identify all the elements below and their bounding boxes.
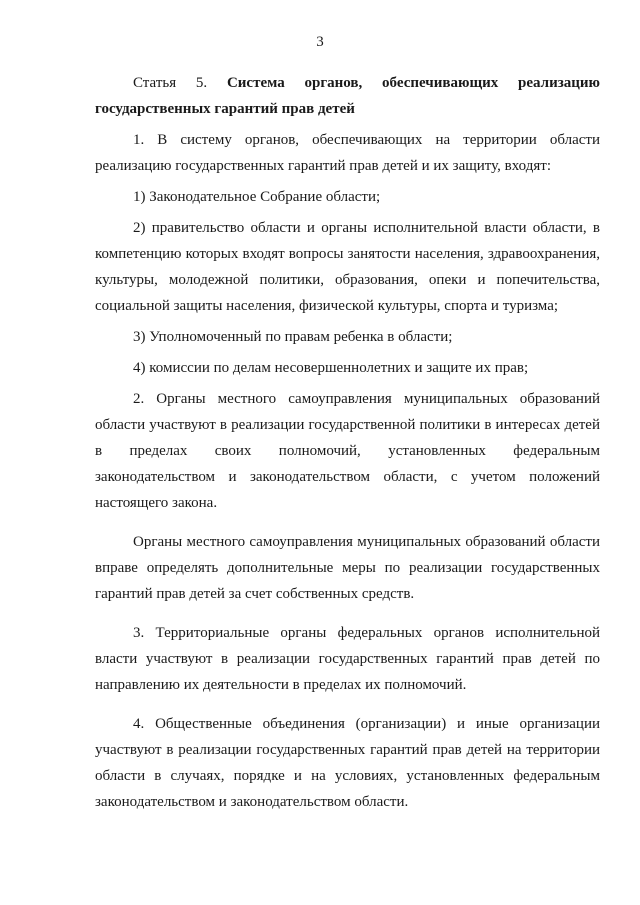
list-item-1: 1) Законодательное Собрание области; xyxy=(133,189,381,205)
paragraph-3: 3. Территориальные органы федеральных органов исполнительной власти участвуют в реализации государственных гарантий прав детей по направлению их деятельности в пределах их полномочий. xyxy=(95,625,600,693)
document-body xyxy=(95,70,600,820)
paragraph-2-continued: Органы местного самоуправления муниципальных образований области вправе определять дополнительные меры по реализации государственных гарантий прав детей за счет собственных средств. xyxy=(95,534,600,602)
list-item-3: 3) Уполномоченный по правам ребенка в области; xyxy=(133,329,453,345)
article-heading xyxy=(95,70,600,122)
article-label: Статья 5. xyxy=(133,75,208,91)
paragraph-1: 1. В систему органов, обеспечивающих на территории области реализацию государственных гарантий прав детей и их защиту, входят: xyxy=(95,132,600,174)
list-item-4: 4) комиссии по делам несовершеннолетних и защите их прав; xyxy=(133,360,529,376)
article-title: Система органов, обеспечивающих реализацию государственных гарантий прав детей xyxy=(95,75,600,117)
paragraph-2: 2. Органы местного самоуправления муниципальных образований области участвуют в реализации государственной политики в интересах детей в пределах своих полномочий, установленных федеральным законодательством и законодательством области, с учетом положений настоящего закона. xyxy=(95,391,600,511)
page-number: 3 xyxy=(316,34,324,50)
paragraph-4: 4. Общественные объединения (организации) и иные организации участвуют в реализации государственных гарантий прав детей на территории области в случаях, порядке и на условиях, установленных федеральным законодательством и законодательством области. xyxy=(95,716,600,810)
list-item-2: 2) правительство области и органы исполнительной власти области, в компетенцию которых входят вопросы занятости населения, здравоохранения, культуры, молодежной политики, образования, опеки и попечительства, социальной защиты населения, физической культуры, спорта и туризма; xyxy=(95,220,600,314)
